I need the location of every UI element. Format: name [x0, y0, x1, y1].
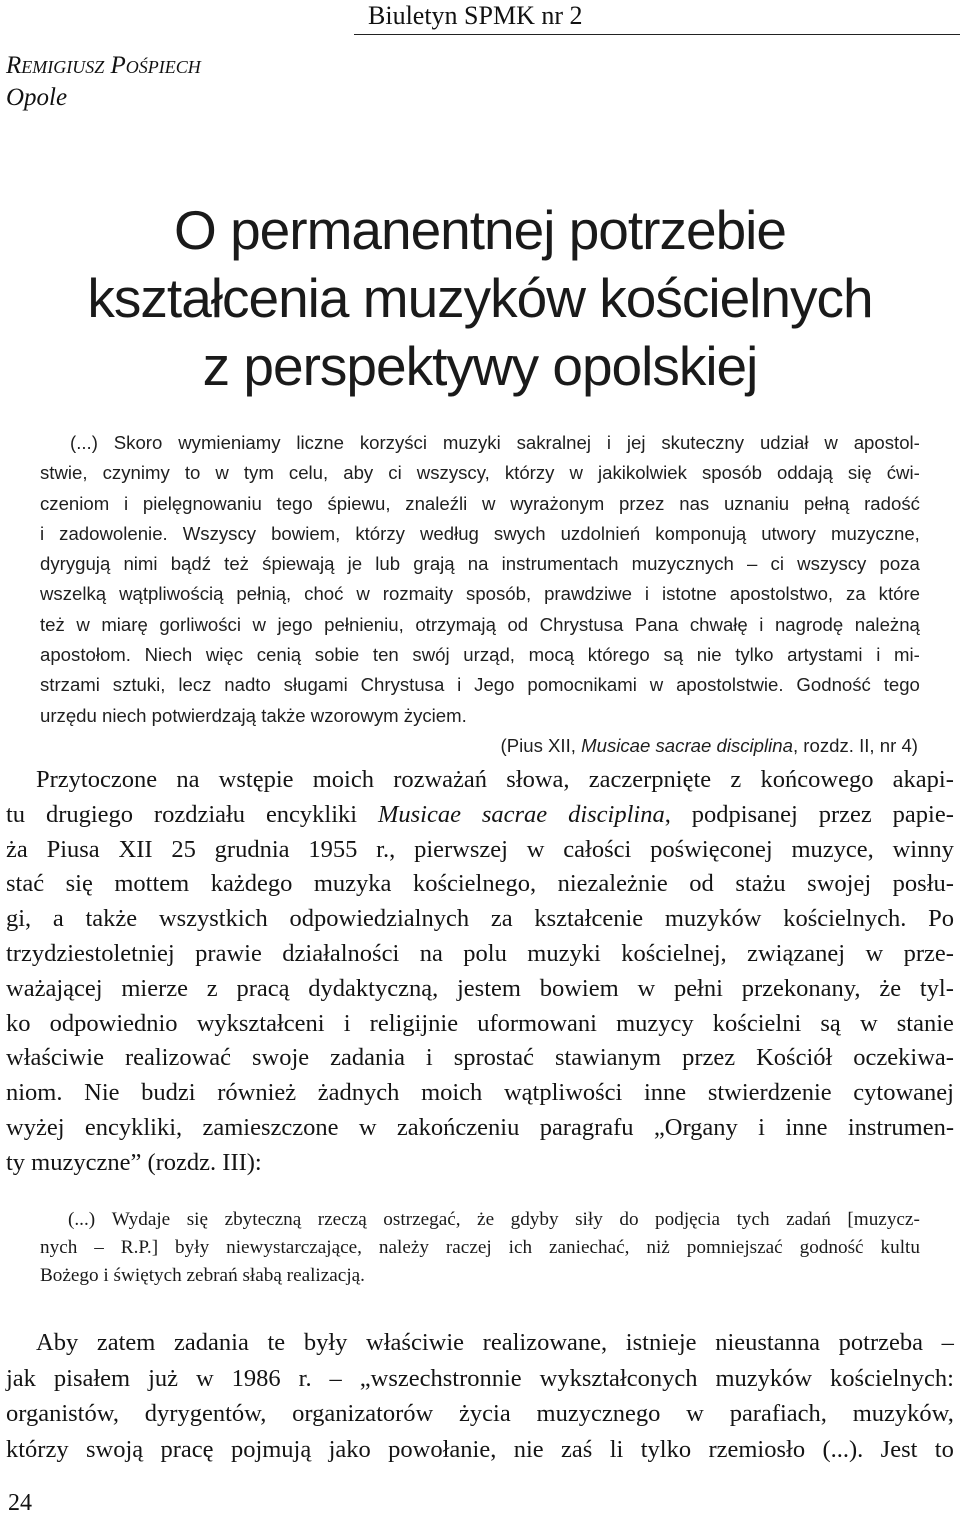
body-line: ża Piusa XII 25 grudnia 1955 r., pierwszej w całości poświęconej muzyce, winny [6, 835, 954, 863]
body-line: tu drugiego rozdziału encykliki Musicae sacrae disciplina, podpisanej przez papie- [6, 800, 954, 828]
motto-line: (...) Skoro wymieniamy liczne korzyści muzyki sakralnej i jej skuteczny udział w apostol- [70, 432, 920, 453]
body-line: ty muzyczne” (rozdz. III): [6, 1148, 262, 1176]
author-city: Opole [6, 84, 68, 111]
citation-prefix: (Pius XII, [500, 734, 582, 756]
article-title [0, 196, 960, 400]
motto-line: apostołom. Niech więc cenią sobie ten swój urząd, mocą którego są nie tylko artystami i mi- [40, 644, 920, 666]
motto-line: wszelką wątpliwością pełnią, choć w rozmaity sposób, prawdziwe i istotne apostolstwo, za które [40, 583, 920, 605]
body-line: gi, a także wszystkich odpowiedzialnych za kształcenie muzyków kościelnych. Po [6, 905, 954, 933]
closing-paragraph [6, 1325, 954, 1467]
para-line: którzy swoją pracę pojmują jako powołanie, nie zaś li tylko rzemiosło (...). Jest to [6, 1435, 954, 1463]
motto-line: też w miarę gorliwości w jego pełnieniu, otrzymają od Chrystusa Pana chwałę i nagrodę należną [40, 613, 920, 635]
body-line: ko odpowiednio wykształceni i religijnie uformowani muzycy kościelni są w stanie [6, 1009, 954, 1037]
body-line: właściwie realizować swoje zadania i sprostać stawianym przez Kościół oczekiwa- [6, 1044, 954, 1072]
motto-citation [40, 731, 920, 761]
block-quote [40, 1206, 920, 1290]
motto-line: stwie, czynimy to w tym celu, aby ci wszyscy, którzy w jakikolwiek sposób oddają się ćwi- [40, 462, 920, 484]
title-line-3: z perspektywy opolskiej [202, 335, 758, 397]
motto-line: urzędu niech potwierdzają także wzorowym życiem. [40, 704, 467, 726]
motto-line: czeniom i pielęgnowaniu tego śpiewu, znaleźli w wyrażonym przez nas uznaniu pełną radość [40, 492, 920, 514]
quote-line: (...) Wydaje się zbyteczną rzeczą ostrzegać, że gdyby siły do podjęcia tych zadań [muzycz- [68, 1209, 920, 1230]
author-name: Remigiusz Pośpiech [6, 52, 201, 79]
citation-suffix: , rozdz. II, nr 4) [792, 734, 918, 756]
running-head: Biuletyn SPMK nr 2 [368, 1, 583, 30]
body-line: ważającej mierze z pracą dydaktyczną, jestem bowiem w pełni przekonany, że tyl- [6, 974, 954, 1002]
quote-line: Bożego i świętych zebrań słabą realizacją. [40, 1265, 365, 1286]
quote-line: nych – R.P.] były niewystarczające, należy raczej ich zaniechać, niż pomniejszać godność kultu [40, 1237, 920, 1258]
main-paragraph [6, 763, 954, 1181]
citation-work: Musicae sacrae disciplina [581, 734, 793, 756]
author-block [6, 50, 201, 114]
para-line: Aby zatem zadania te były właściwie realizowane, istnieje nieustanna potrzeba – [36, 1329, 954, 1356]
title-line-2: kształcenia muzyków kościelnych [87, 267, 873, 329]
body-line: Przytoczone na wstępie moich rozważań słowa, zaczerpnięte z końcowego akapi- [36, 766, 954, 793]
motto-line: strzami sztuki, lecz nadto sługami Chrystusa i Jego pomocnikami w apostolstwie. Godność tego [40, 674, 920, 696]
body-line: stać się mottem każdego muzyka kościelnego, niezależnie od stażu swojej posłu- [6, 870, 954, 898]
header-rule [354, 34, 960, 35]
title-line-1: O permanentnej potrzebie [174, 199, 786, 261]
para-line: jak pisałem już w 1986 r. – „wszechstronnie wykształconych muzyków kościelnych: [6, 1364, 954, 1392]
page-number: 24 [8, 1490, 32, 1516]
motto-line: dyrygują nimi bądź też śpiewają je lub grają na instrumentach muzycznych – ci wszyscy poza [40, 553, 920, 575]
body-line: trzydziestoletniej prawie działalności na polu muzyki kościelnej, związanej w prze- [6, 939, 954, 967]
body-line: niom. Nie budzi również żadnych moich wątpliwości inne stwierdzenie cytowanej [6, 1079, 954, 1107]
para-line: organistów, dyrygentów, organizatorów życia muzycznego w parafiach, muzyków, [6, 1400, 954, 1427]
epigraph-quote [40, 428, 920, 761]
body-line: wyżej encykliki, zamieszczone w zakończeniu paragrafu „Organy i inne instrumen- [6, 1113, 954, 1141]
motto-line: i zadowolenie. Wszyscy bowiem, którzy według swych uzdolnień komponują utwory muzyczne, [40, 522, 920, 544]
